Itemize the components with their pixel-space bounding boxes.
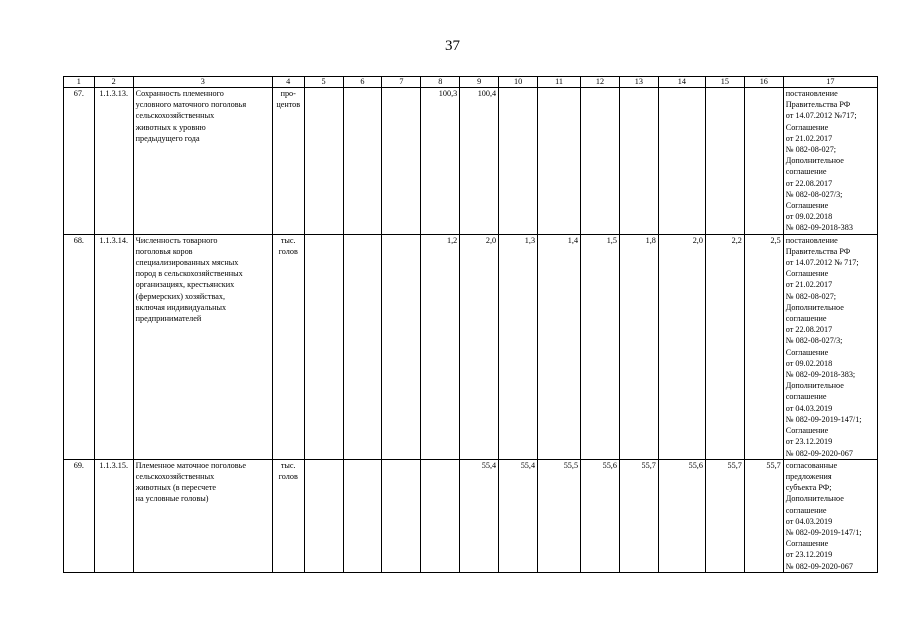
indicator-name: Сохранность племенного условного маточного поголовья сельскохозяйственных животных к уровню предыдущего года bbox=[133, 88, 272, 235]
value-col-7 bbox=[382, 459, 421, 572]
value-col-8: 100,3 bbox=[421, 88, 460, 235]
value-col-6 bbox=[343, 88, 382, 235]
row-number: 68. bbox=[64, 234, 95, 459]
unit: про- центов bbox=[272, 88, 304, 235]
value-col-10 bbox=[499, 88, 538, 235]
unit: тыс. голов bbox=[272, 459, 304, 572]
header-cell: 3 bbox=[133, 77, 272, 88]
value-col-12 bbox=[581, 88, 620, 235]
table-row bbox=[64, 459, 878, 572]
header-cell: 4 bbox=[272, 77, 304, 88]
value-col-15: 2,2 bbox=[705, 234, 744, 459]
indicator-name: Племенное маточное поголовье сельскохозяйственных животных (в пересчете на условные головы) bbox=[133, 459, 272, 572]
header-cell: 2 bbox=[94, 77, 133, 88]
header-cell: 15 bbox=[705, 77, 744, 88]
header-cell: 9 bbox=[460, 77, 499, 88]
value-col-10: 55,4 bbox=[499, 459, 538, 572]
header-cell: 1 bbox=[64, 77, 95, 88]
value-col-14 bbox=[658, 88, 705, 235]
header-cell: 5 bbox=[304, 77, 343, 88]
row-number: 69. bbox=[64, 459, 95, 572]
header-cell: 12 bbox=[581, 77, 620, 88]
value-col-9: 55,4 bbox=[460, 459, 499, 572]
value-col-13 bbox=[619, 88, 658, 235]
row-code: 1.1.3.13. bbox=[94, 88, 133, 235]
page-number: 37 bbox=[445, 38, 460, 54]
value-col-10: 1,3 bbox=[499, 234, 538, 459]
value-col-11: 1,4 bbox=[538, 234, 581, 459]
row-number: 67. bbox=[64, 88, 95, 235]
value-col-9: 2,0 bbox=[460, 234, 499, 459]
header-cell: 7 bbox=[382, 77, 421, 88]
unit: тыс. голов bbox=[272, 234, 304, 459]
header-cell: 11 bbox=[538, 77, 581, 88]
value-col-8: 1,2 bbox=[421, 234, 460, 459]
value-col-7 bbox=[382, 88, 421, 235]
value-col-6 bbox=[343, 234, 382, 459]
value-col-16: 2,5 bbox=[744, 234, 783, 459]
value-col-15 bbox=[705, 88, 744, 235]
legal-basis: постановление Правительства РФ от 14.07.2012 № 717; Соглашение от 21.02.2017 № 082-08-027; Дополнительное соглашение от 22.08.2017 № 082-08-027/3; Соглашение от 09.02.2018 № 082-09-2018-383; Дополнительное соглашение от 04.03.2019 № 082-09-2019-147/1; Соглашение от 23.12.2019 № 082-09-2020-067 bbox=[783, 234, 877, 459]
header-cell: 14 bbox=[658, 77, 705, 88]
value-col-13: 1,8 bbox=[619, 234, 658, 459]
header-cell: 6 bbox=[343, 77, 382, 88]
value-col-5 bbox=[304, 459, 343, 572]
row-code: 1.1.3.14. bbox=[94, 234, 133, 459]
value-col-5 bbox=[304, 234, 343, 459]
header-cell: 13 bbox=[619, 77, 658, 88]
header-cell: 16 bbox=[744, 77, 783, 88]
table-row bbox=[64, 234, 878, 459]
value-col-5 bbox=[304, 88, 343, 235]
indicators-table bbox=[63, 76, 878, 573]
value-col-12: 55,6 bbox=[581, 459, 620, 572]
indicator-name: Численность товарного поголовья коров специализированных мясных пород в сельскохозяйственных организациях, крестьянских (фермерских) хозяйствах, включая индивидуальных предпринимателей bbox=[133, 234, 272, 459]
value-col-8 bbox=[421, 459, 460, 572]
value-col-16: 55,7 bbox=[744, 459, 783, 572]
header-cell: 10 bbox=[499, 77, 538, 88]
value-col-9: 100,4 bbox=[460, 88, 499, 235]
value-col-15: 55,7 bbox=[705, 459, 744, 572]
value-col-12: 1,5 bbox=[581, 234, 620, 459]
value-col-14: 2,0 bbox=[658, 234, 705, 459]
value-col-6 bbox=[343, 459, 382, 572]
value-col-11 bbox=[538, 88, 581, 235]
value-col-7 bbox=[382, 234, 421, 459]
value-col-11: 55,5 bbox=[538, 459, 581, 572]
value-col-16 bbox=[744, 88, 783, 235]
legal-basis: согласованные предложения субъекта РФ; Дополнительное соглашение от 04.03.2019 № 082-09-2019-147/1; Соглашение от 23.12.2019 № 082-09-2020-067 bbox=[783, 459, 877, 572]
row-code: 1.1.3.15. bbox=[94, 459, 133, 572]
legal-basis: постановление Правительства РФ от 14.07.2012 №717; Соглашение от 21.02.2017 № 082-08-027; Дополнительное соглашение от 22.08.2017 № 082-08-027/3; Соглашение от 09.02.2018 № 082-09-2018-383 bbox=[783, 88, 877, 235]
header-cell: 8 bbox=[421, 77, 460, 88]
value-col-13: 55,7 bbox=[619, 459, 658, 572]
table-row bbox=[64, 88, 878, 235]
value-col-14: 55,6 bbox=[658, 459, 705, 572]
header-row bbox=[64, 77, 878, 88]
header-cell: 17 bbox=[783, 77, 877, 88]
